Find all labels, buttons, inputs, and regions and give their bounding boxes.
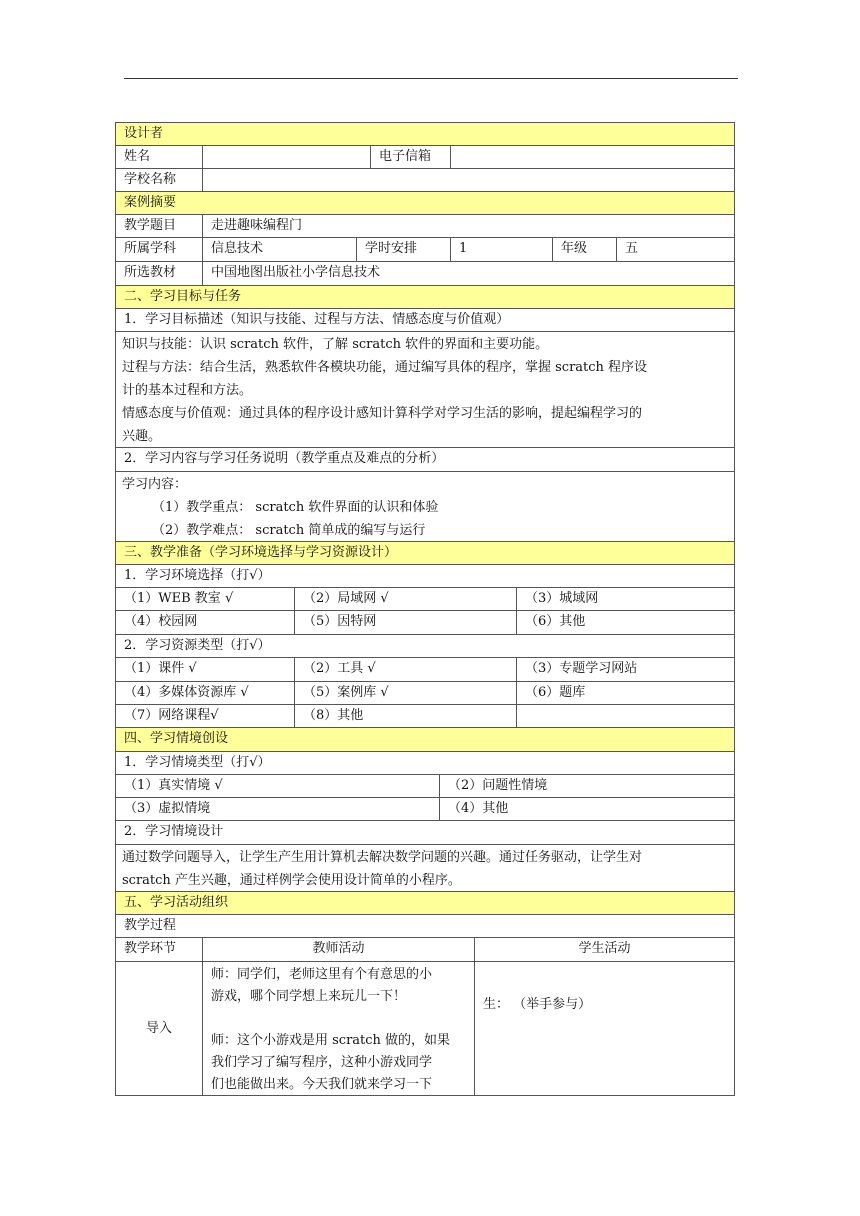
scene-line: 通过数学问题导入，让学生产生用计算机去解决数学问题的兴趣。通过任务驱动，让学生对 bbox=[122, 850, 643, 865]
goals-question-1 bbox=[115, 309, 735, 332]
header-rule bbox=[124, 78, 738, 79]
section-title: 二、学习目标与任务 bbox=[124, 289, 242, 304]
hours-label: 学时安排 bbox=[356, 238, 450, 261]
goal-line: 过程与方法：结合生活，熟悉软件各模块功能，通过编写具体的程序，掌握 scratch 程序设 bbox=[122, 360, 648, 375]
section-goals bbox=[115, 286, 735, 309]
env-row bbox=[115, 588, 735, 611]
summary-row-subject bbox=[115, 238, 735, 262]
env-option: （6）其他 bbox=[516, 611, 734, 634]
textbook-value: 中国地图出版社小学信息技术 bbox=[202, 262, 734, 285]
goals-content bbox=[115, 472, 735, 542]
res-row bbox=[115, 658, 735, 682]
hours-value: 1 bbox=[450, 238, 552, 261]
section-title: 三、教学准备（学习环境选择与学习资源设计） bbox=[124, 545, 398, 560]
section-title: 案例摘要 bbox=[124, 195, 177, 210]
name-value bbox=[202, 146, 370, 168]
subject-value: 信息技术 bbox=[202, 238, 356, 261]
summary-row-textbook bbox=[115, 262, 735, 286]
goal-line: 知识与技能：认识 scratch 软件，了解 scratch 软件的界面和主要功能。 bbox=[122, 337, 549, 352]
grade-value: 五 bbox=[616, 238, 734, 261]
content-item: （1）教学重点： scratch 软件界面的认识和体验 bbox=[152, 500, 439, 515]
env-option: （1）WEB 教室 √ bbox=[124, 591, 234, 606]
goal-line: 兴趣。 bbox=[122, 429, 162, 444]
env-option: （2）局域网 √ bbox=[294, 588, 516, 610]
res-option: （3）专题学习网站 bbox=[516, 658, 734, 681]
teacher-line: 我们学习了编写程序，这种小游戏同学 bbox=[211, 1055, 433, 1070]
email-label: 电子信箱 bbox=[370, 146, 450, 168]
scene-option: （3）虚拟情境 bbox=[124, 801, 211, 816]
section-title: 四、学习情境创设 bbox=[124, 731, 229, 746]
question-label: 2．学习情境设计 bbox=[124, 824, 224, 839]
scene-option: （1）真实情境 √ bbox=[124, 778, 223, 793]
col-teacher: 教师活动 bbox=[202, 938, 474, 961]
lesson-plan-table bbox=[115, 122, 735, 1096]
goal-line: 计的基本过程和方法。 bbox=[122, 383, 253, 398]
col-student: 学生活动 bbox=[474, 938, 734, 961]
teacher-line: 师：同学们，老师这里有个有意思的小 bbox=[211, 967, 433, 982]
student-activity: 生： （举手参与） bbox=[474, 962, 734, 1095]
activity-header-row bbox=[115, 938, 735, 962]
scene-type-row bbox=[115, 798, 735, 821]
section-prep bbox=[115, 542, 735, 565]
name-label: 姓名 bbox=[124, 149, 151, 164]
topic-label: 教学题目 bbox=[124, 218, 177, 233]
res-option: （1）课件 √ bbox=[124, 661, 197, 676]
teacher-line: 游戏，哪个同学想上来玩儿一下！ bbox=[211, 989, 407, 1004]
section-title: 五、学习活动组织 bbox=[124, 895, 229, 910]
scene-design-question bbox=[115, 821, 735, 845]
res-row bbox=[115, 705, 735, 728]
res-option: （6）题库 bbox=[516, 682, 734, 704]
process-label-row bbox=[115, 915, 735, 938]
env-question bbox=[115, 565, 735, 588]
teacher-line: 们也能做出来。今天我们就来学习一下 bbox=[211, 1077, 433, 1092]
env-row bbox=[115, 611, 735, 635]
school-label: 学校名称 bbox=[124, 172, 177, 187]
col-stage: 教学环节 bbox=[124, 941, 177, 956]
res-row bbox=[115, 682, 735, 705]
goals-description bbox=[115, 332, 735, 448]
scene-type-question bbox=[115, 752, 735, 775]
scene-line: scratch 产生兴趣，通过样例学会使用设计简单的小程序。 bbox=[122, 873, 461, 888]
res-option bbox=[516, 705, 734, 727]
content-title: 学习内容： bbox=[122, 477, 188, 492]
question-label: 1．学习环境选择（打√） bbox=[124, 568, 271, 583]
res-option: （5）案例库 √ bbox=[294, 682, 516, 704]
res-question bbox=[115, 635, 735, 658]
activity-row-intro bbox=[115, 962, 735, 1096]
section-summary bbox=[115, 192, 735, 215]
stage-name: 导入 bbox=[145, 1020, 172, 1036]
scene-option: （4）其他 bbox=[439, 798, 734, 820]
env-option: （4）校园网 bbox=[124, 614, 198, 629]
scene-design-text bbox=[115, 845, 735, 892]
res-option: （2）工具 √ bbox=[294, 658, 516, 681]
res-option: （4）多媒体资源库 √ bbox=[124, 685, 249, 700]
section-title: 设计者 bbox=[124, 126, 164, 141]
goal-line: 情感态度与价值观：通过具体的程序设计感知计算科学对学习生活的影响，提起编程学习的 bbox=[122, 406, 643, 421]
section-scene bbox=[115, 728, 735, 752]
question-label: 1．学习目标描述（知识与技能、过程与方法、情感态度与价值观） bbox=[124, 312, 510, 327]
email-value bbox=[450, 146, 734, 168]
section-activity bbox=[115, 892, 735, 915]
summary-row-topic bbox=[115, 215, 735, 238]
subject-label: 所属学科 bbox=[124, 241, 177, 256]
designer-row-name bbox=[115, 146, 735, 169]
scene-type-row bbox=[115, 775, 735, 798]
question-label: 1．学习情境类型（打√） bbox=[124, 755, 271, 770]
topic-value: 走进趣味编程门 bbox=[202, 215, 734, 237]
designer-row-school bbox=[115, 169, 735, 192]
textbook-label: 所选教材 bbox=[124, 265, 177, 280]
teacher-activity bbox=[202, 962, 474, 1095]
question-label: 2．学习资源类型（打√） bbox=[124, 638, 271, 653]
content-item: （2）教学难点： scratch 简单成的编写与运行 bbox=[152, 523, 426, 538]
section-designer bbox=[115, 122, 735, 146]
env-option: （3）城域网 bbox=[516, 588, 734, 610]
res-option: （7）网络课程√ bbox=[124, 708, 219, 723]
question-label: 2．学习内容与学习任务说明（教学重点及难点的分析） bbox=[124, 451, 445, 466]
scene-option: （2）问题性情境 bbox=[439, 775, 734, 797]
goals-question-2 bbox=[115, 448, 735, 472]
school-value bbox=[202, 169, 734, 191]
res-option: （8）其他 bbox=[294, 705, 516, 727]
env-option: （5）因特网 bbox=[294, 611, 516, 634]
grade-label: 年级 bbox=[552, 238, 616, 261]
process-label: 教学过程 bbox=[124, 918, 177, 933]
teacher-line: 师：这个小游戏是用 scratch 做的，如果 bbox=[211, 1033, 451, 1048]
